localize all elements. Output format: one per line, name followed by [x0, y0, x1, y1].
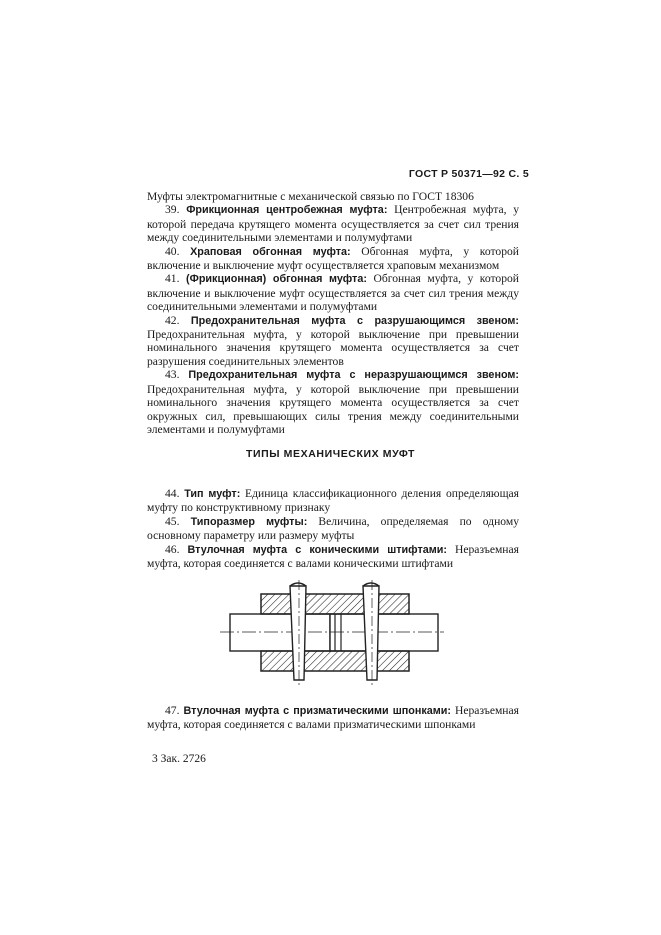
def-number: 40.: [165, 244, 180, 258]
def-term: Фрикционная центробежная муфта:: [186, 204, 388, 217]
definitions-block-1: [147, 190, 519, 436]
def-term: Втулочная муфта с коническими штифтами:: [187, 543, 447, 556]
footer-order-number: 3 Зак. 2726: [152, 753, 206, 765]
def-text: Величина, определяемая по одному основному параметру или размеру муфты: [147, 514, 519, 543]
def-number: 39.: [165, 203, 180, 217]
def-number: 44.: [165, 487, 180, 500]
definitions-block-2: [147, 487, 519, 570]
def-text: Неразъемная муфта, которая соединяется с валами коническими штифтами: [147, 542, 519, 571]
sleeve-bottom-wall: [261, 651, 409, 671]
left-shaft: [230, 614, 330, 651]
definition-41: [147, 272, 519, 313]
def-text: Обгонная муфта, у которой включение и выключение муфт осуществляется за счет сил трения между соединительными элементами и полумуфтами: [147, 272, 519, 314]
def-term: Предохранительная муфта с разрушающимся звеном:: [190, 314, 519, 327]
definition-44: [147, 487, 519, 515]
def-text: Предохранительная муфта, у которой выключение при превышении номинального значения крутящего момента осуществляется за счет разрушения соединительных элементов: [147, 328, 519, 368]
def-text: Обгонная муфта, у которой включение и выключение муфт осуществляется храповым механизмом: [147, 244, 519, 273]
definitions-block-3: [147, 704, 519, 732]
def-number: 45.: [165, 514, 180, 528]
def-term: Предохранительная муфта с неразрушающимся звеном:: [188, 369, 519, 382]
def-text: Единица классификационного деления определяющая муфту по конструктивному признаку: [147, 487, 519, 515]
def-term: Типоразмер муфты:: [190, 515, 308, 528]
def-term: Тип муфт:: [184, 488, 241, 500]
def-text: Неразъемная муфта, которая соединяется с валами призматическими шпонками: [147, 704, 519, 732]
definition-39: [147, 203, 519, 244]
def-text: Предохранительная муфта, у которой выключение при превышении номинального значения крутящего момента осуществляется за счет окружных сил, превышающих силы трения между соединительными элементами и полумуфтами: [147, 382, 519, 436]
def-text: Центробежная муфта, у которой передача крутящего момента осуществляется за счет сил трения между соединительными элементами и полумуфтами: [147, 203, 520, 245]
sleeve-top-wall: [261, 594, 409, 614]
def-number: 42.: [165, 313, 180, 327]
definition-46: [147, 543, 519, 571]
def-number: 41.: [165, 272, 180, 286]
def-number: 43.: [165, 368, 180, 382]
def-term: (Фрикционная) обгонная муфта:: [186, 273, 367, 286]
section-title: ТИПЫ МЕХАНИЧЕСКИХ МУФТ: [245, 448, 416, 460]
page-header: ГОСТ Р 50371—92 С. 5: [408, 168, 529, 180]
def-term: Храповая обгонная муфта:: [190, 245, 351, 258]
right-shaft: [330, 614, 438, 651]
def-number: 46.: [165, 542, 180, 556]
definition-40: [147, 245, 519, 273]
def-term: Втулочная муфта с призматическими шпонками:: [183, 705, 452, 717]
continuation-text: Муфты электромагнитные с механической связью по ГОСТ 18306: [147, 190, 474, 203]
definition-42: [147, 314, 519, 369]
definition-45: [147, 515, 519, 543]
coupling-drawing: [218, 580, 448, 692]
def-number: 47.: [165, 704, 180, 717]
definition-43: [147, 368, 519, 436]
definition-47: [147, 704, 519, 732]
